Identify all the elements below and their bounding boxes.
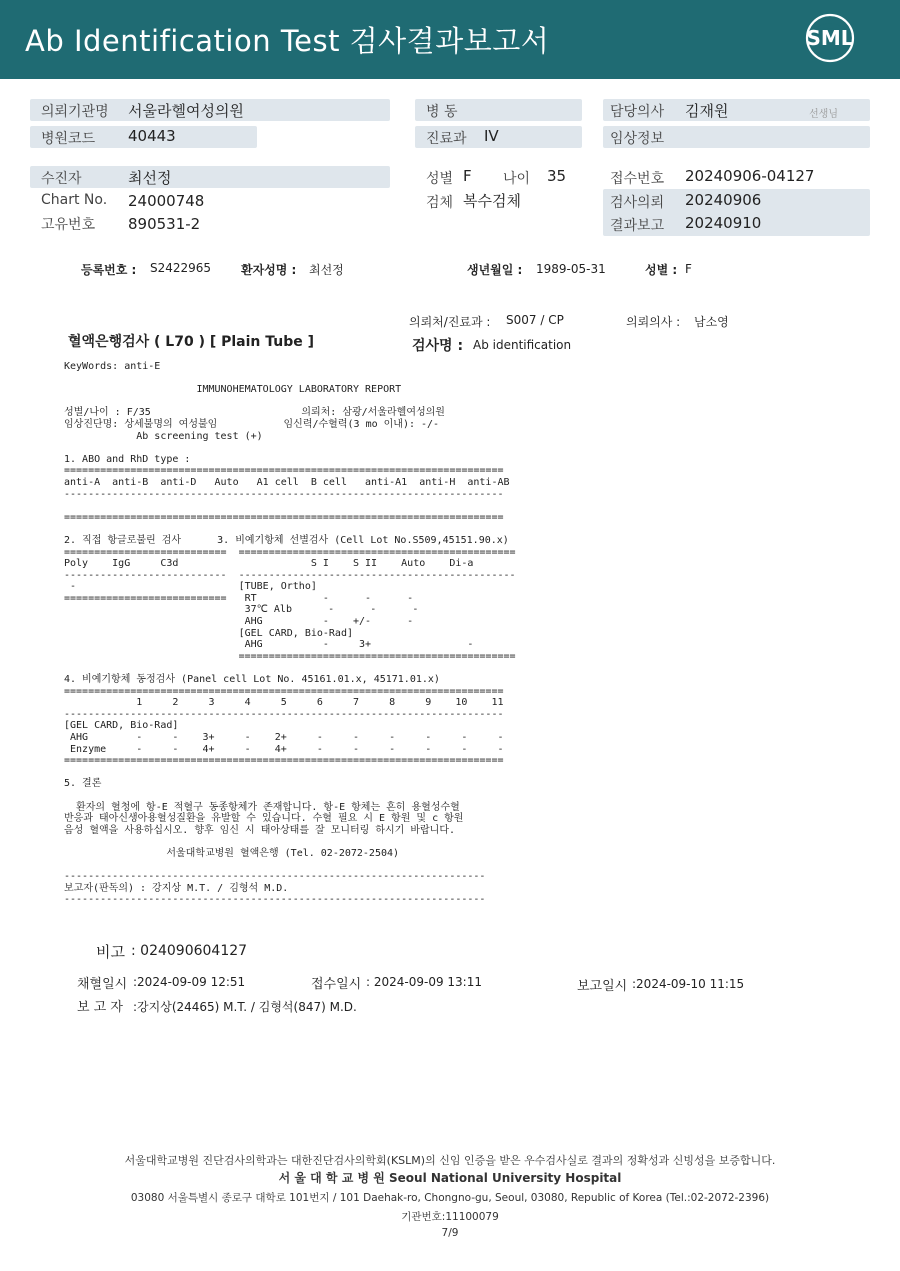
lab-report-text: KeyWords: anti-E IMMUNOHEMATOLOGY LABORATORY REPORT 성별/나이 : F/35 의뢰처: 삼광/서울라헬여성의원 임상진단명: 상세불명의 여성불임 임신력/수혈력(3 mo 이내): -/- Ab screening test (+) 1. ABO and RhD type : ========================================================================= anti-A anti-B anti-D Auto A1 cell B cell anti-A1 anti-H anti-AB ------------------------------------------------------------------------- ========================================================================= 2. 직접 항글로불린 검사 3. 비예기항체 선별검사 (Cell Lot No.S509,45151.90.x) =========================== ============================================== Poly IgG C3d S I S II Auto Di-a --------------------------- ---------------------------------------------- - [TUBE, Ortho] =========================== RT - - - 37℃ Alb - - - AHG - +/- - [GEL CARD, Bio-Rad] AHG - 3+ - ============================================== 4. 비예기항체 동정검사 (Panel cell Lot No. 45161.01.x, 45171.01.x) ========================================================================= 1 2 3 4 5 6 7 8 9 10 11 ------------------------------------------------------------------------- [GEL CARD, Bio-Rad] AHG - - 3+ - 2+ - - - - - - Enzyme - - 4+ - 4+ - - - - - - ========================================================================= 5. 결론 환자의 혈청에 항-E 적혈구 동종항체가 존재합니다. 항-E 항체는 흔히 용혈성수혈 반응과 태아신생아용혈성질환을 유발할 수 있습니다. 수혈 필요 시 E 항원 및 c 항원 음성 혈액을 사용하십시오. 향후 임신 시 태아상태를 잘 모니터링 하시기 바랍니다. 서울대학교병원 혈액은행 (Tel. 02-2072-2504) ---------------------------------------------------------------------- 보고자(판독의) : 강지상 M.T. / 김형석 M.D. ---------------------------------------------------------------------- [64, 361, 516, 906]
note-label: 비고 [96, 943, 125, 961]
ward-label: 병 동 [426, 104, 458, 120]
footer-hospital-name: 서 울 대 학 교 병 원 Seoul National University Hospital [278, 1171, 622, 1185]
test-name-label: 검사명 : [412, 338, 464, 354]
sex-value: F [463, 167, 472, 185]
receipt-value: : 2024-09-09 13:11 [366, 975, 482, 989]
sml-logo [804, 12, 856, 64]
specimen-label: 검체 [426, 195, 454, 211]
report-title: Ab Identification Test 검사결과보고서 [25, 24, 550, 58]
req-doctor-label: 의뢰의사 : [626, 315, 681, 329]
patient-row [30, 166, 390, 188]
report-time-label: 보고일시 [577, 979, 628, 994]
req-doctor-value: 남소영 [694, 315, 729, 329]
age-label: 나이 [503, 171, 531, 187]
dept-label: 진료과 [426, 131, 467, 147]
footer-certification: 서울대학교병원 진단검사의학과는 대한진단검사의학회(KSLM)의 신임 인증을 받은 우수검사실로 결과의 정확성과 신빙성을 보증합니다. [124, 1154, 776, 1167]
origin-value: S007 / CP [506, 313, 564, 327]
patient-name-value: 최선정 [309, 263, 344, 277]
origin-label: 의뢰처/진료과 : [409, 315, 491, 329]
note-value: : 024090604127 [131, 943, 248, 959]
request-date-label: 검사의뢰 [610, 195, 665, 211]
clinical-label: 임상정보 [610, 131, 665, 147]
unique-label: 고유번호 [41, 217, 96, 233]
doctor-label: 담당의사 [610, 104, 665, 120]
birth-value: 1989-05-31 [536, 262, 606, 276]
report-date-value: 20240910 [685, 214, 762, 232]
reg-no-label: 등록번호 : [81, 263, 137, 277]
reporter-value: :강지상(24465) M.T. / 김형석(847) M.D. [133, 1000, 357, 1014]
hospital-code-value: 40443 [128, 127, 176, 145]
request-date-value: 20240906 [685, 191, 762, 209]
reporter-label: 보 고 자 [77, 1000, 123, 1015]
sex-label: 성별 [426, 171, 454, 187]
test-name-value: Ab identification [473, 338, 572, 352]
specimen-value: 복수검체 [463, 192, 521, 210]
report-date-label: 결과보고 [610, 218, 665, 234]
hospital-code-label: 병원코드 [41, 131, 96, 147]
dept-value: IV [484, 127, 499, 145]
chart-label: Chart No. [41, 192, 108, 208]
sex-report-label: 성별 : [645, 263, 678, 277]
patient-label: 수진자 [41, 171, 82, 187]
institution-label: 의뢰기관명 [41, 104, 109, 120]
receipt-no-value: 20240906-04127 [685, 167, 815, 185]
doctor-suffix: 선생님 [809, 109, 838, 120]
chart-value: 24000748 [128, 192, 205, 210]
report-time-value: :2024-09-10 11:15 [632, 977, 745, 991]
collect-value: :2024-09-09 12:51 [133, 975, 246, 989]
receipt-label: 접수일시 [311, 977, 362, 992]
birth-label: 생년월일 : [467, 263, 523, 277]
unique-value: 890531-2 [128, 215, 201, 233]
footer-address: 03080 서울특별시 종로구 대학로 101번지 / 101 Daehak-ro, Chongno-gu, Seoul, 03080, Republic of Korea (Tel.:02-2072-2396) [130, 1192, 770, 1204]
footer-institution-no: 기관번호:11100079 [401, 1211, 499, 1223]
doctor-value: 김재원 [685, 102, 729, 120]
receipt-no-label: 접수번호 [610, 171, 665, 187]
header-bar [0, 0, 900, 79]
age-value: 35 [547, 167, 567, 185]
patient-name-label: 환자성명 : [241, 263, 297, 277]
reg-no-value: S2422965 [150, 261, 212, 275]
patient-value: 최선정 [128, 169, 172, 187]
section-title: 혈액은행검사 ( L70 ) [ Plain Tube ] [68, 334, 315, 350]
sex-report-value: F [685, 262, 692, 276]
page-number: 7/9 [441, 1227, 459, 1239]
logo-text: SML [806, 26, 854, 50]
institution-value: 서울라헬여성의원 [128, 102, 244, 120]
collect-label: 채혈일시 [77, 977, 128, 992]
